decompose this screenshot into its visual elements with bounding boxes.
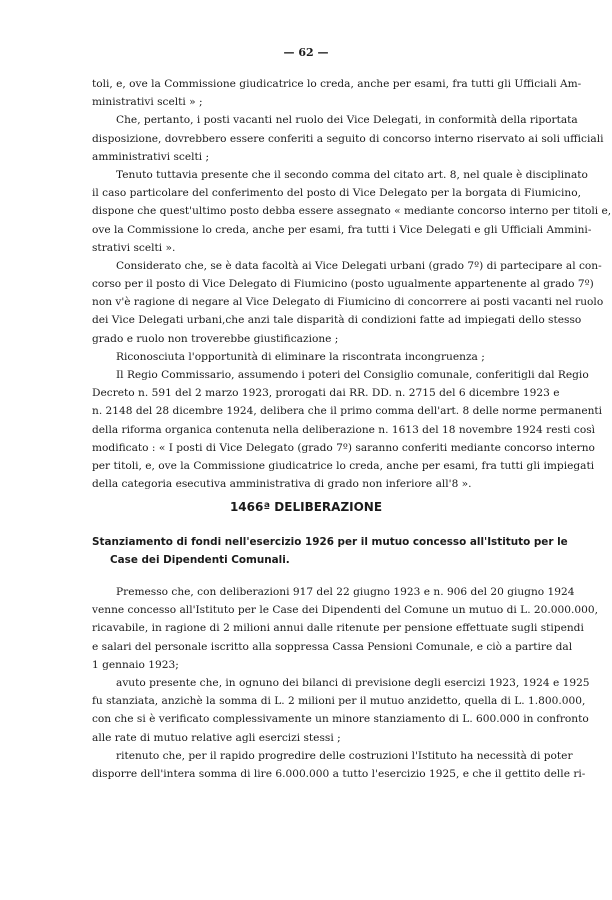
text-line: Riconosciuta l'opportunità di eliminare la riscontrata incongruenza ; xyxy=(116,350,485,363)
text-line: ove la Commissione lo creda, anche per esami, fra tutti i Vice Delegati e gli Ufficiali Ammini- xyxy=(92,223,592,236)
text-line: ricavabile, in ragione di 2 milioni annui dalle ritenute per pensione effettuate sugli stipendi xyxy=(92,622,584,635)
text-line: della riforma organica contenuta nella deliberazione n. 1613 del 18 novembre 1924 resti così xyxy=(92,423,596,436)
text-line: strativi scelti ». xyxy=(92,241,176,254)
text-line: e salari del personale iscritto alla soppressa Cassa Pensioni Comunale, e ciò a partire dal xyxy=(92,640,573,653)
text-line: Che, pertanto, i posti vacanti nel ruolo dei Vice Delegati, in conformità della riportata xyxy=(116,114,578,127)
text-line: toli, e, ove la Commissione giudicatrice lo creda, anche per esami, fra tutti gli Ufficiali Am- xyxy=(92,78,582,90)
title-line: Case dei Dipendenti Comunali. xyxy=(110,554,290,567)
text-line: ministrativi scelti » ; xyxy=(92,96,203,109)
text-line: dispone che quest'ultimo posto debba essere assegnato « mediante concorso interno per titoli e, xyxy=(92,205,612,218)
text-line: con che si è verificato complessivamente un minore stanziamento di L. 600.000 in confronto xyxy=(92,713,589,726)
preamble-text xyxy=(92,75,612,493)
text-line: n. 2148 del 28 dicembre 1924, delibera che il primo comma dell'art. 8 delle norme permanenti xyxy=(92,405,603,418)
text-line: Premesso che, con deliberazioni 917 del 22 giugno 1923 e n. 906 del 20 giugno 1924 xyxy=(116,586,575,598)
text-line: corso per il posto di Vice Delegato di Fiumicino (posto ugualmente appartenente al grado 7º) xyxy=(92,278,594,291)
text-line: Tenuto tuttavia presente che il secondo comma del citato art. 8, nel quale è disciplinato xyxy=(116,168,588,181)
text-line: disporre dell'intera somma di lire 6.000.000 a tutto l'esercizio 1925, e che il gettito delle ri- xyxy=(92,767,586,780)
text-line: il caso particolare del conferimento del posto di Vice Delegato per la borgata di Fiumicino, xyxy=(92,187,581,200)
page-number: — 62 — xyxy=(283,46,329,59)
text-line: grado e ruolo non troverebbe giustificazione ; xyxy=(92,332,339,345)
text-line: alle rate di mutuo relative agli esercizi stessi ; xyxy=(92,731,341,744)
deliberation-title xyxy=(92,533,568,569)
text-line: Il Regio Commissario, assumendo i poteri del Consiglio comunale, conferitigli dal Regio xyxy=(116,369,589,381)
title-line: Stanziamento di fondi nell'esercizio 1926 per il mutuo concesso all'Istituto per le xyxy=(92,536,568,548)
text-line: venne concesso all'Istituto per le Case dei Dipendenti del Comune un mutuo di L. 20.000.000, xyxy=(92,604,598,617)
text-line: 1 gennaio 1923; xyxy=(92,658,179,671)
text-line: non v'è ragione di negare al Vice Delegato di Fiumicino di concorrere ai posti vacanti nel ruolo xyxy=(92,296,604,309)
text-line: Decreto n. 591 del 2 marzo 1923, prorogati dai RR. DD. n. 2715 del 6 dicembre 1923 e xyxy=(92,387,560,400)
text-line: Considerato che, se è data facoltà ai Vice Delegati urbani (grado 7º) di partecipare al con- xyxy=(116,259,602,272)
deliberation-body xyxy=(92,583,598,783)
deliberation-heading: 1466ª DELIBERAZIONE xyxy=(229,500,383,514)
text-line: disposizione, dovrebbero essere conferiti a seguito di concorso interno riservato ai soli ufficiali xyxy=(92,132,604,145)
text-line: avuto presente che, in ognuno dei bilanci di previsione degli esercizi 1923, 1924 e 1925 xyxy=(116,676,590,689)
text-line: dei Vice Delegati urbani,che anzi tale disparità di condizioni fatte ad impiegati dello stesso xyxy=(92,314,582,327)
text-line: fu stanziata, anzichè la somma di L. 2 milioni per il mutuo anzidetto, quella di L. 1.800.000, xyxy=(92,695,586,708)
text-line: modificato : « I posti di Vice Delegato (grado 7º) saranno conferiti mediante concorso interno xyxy=(92,441,595,454)
text-line: della categoria esecutiva amministrativa di grado non inferiore all'8 ». xyxy=(92,478,472,491)
text-line: per titoli, e, ove la Commissione giudicatrice lo creda, anche per esami, fra tutti gli impiegati xyxy=(92,459,595,472)
text-line: ritenuto che, per il rapido progredire delle costruzioni l'Istituto ha necessità di poter xyxy=(116,749,573,762)
text-line: amministrativi scelti ; xyxy=(92,150,210,163)
